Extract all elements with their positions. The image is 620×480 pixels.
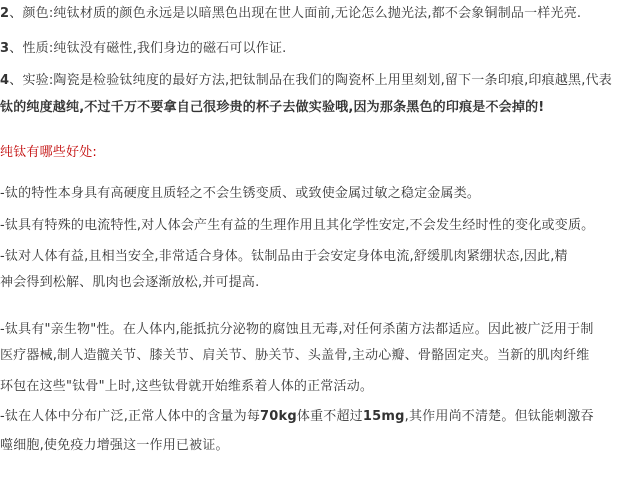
- benefit-item-line1: -钛具有"亲生物"性。在人体内,能抵抗分泌物的腐蚀且无毒,对任何杀菌方法都适应。因此被广泛用于制: [0, 322, 594, 337]
- benefit-item-line1: -钛对人体有益,且相当安全,非常适合身体。钛制品由于会安定身体电流,舒缓肌肉紧绷状态,因此,精: [0, 249, 568, 264]
- benefit-item-line2: 医疗器械,制人造髋关节、膝关节、肩关节、胁关节、头盖骨,主动心瓣、骨骼固定夹。当新的肌肉纤维: [0, 348, 590, 363]
- highlight-amount: 15mg: [362, 409, 405, 424]
- section-title: 纯钛有哪些好处:: [0, 145, 97, 160]
- paragraph-text: 、颜色:纯钛材质的颜色永远是以暗黑色出现在世人面前,无论怎么抛光法,都不会象铜制品一样光亮.: [9, 6, 582, 21]
- benefit-item: -钛的特性本身具有高硬度且质轻之不会生锈变质、或致使金属过敏之稳定金属类。: [0, 186, 481, 201]
- item-number: 4: [0, 73, 10, 88]
- benefit-item: -钛具有特殊的电流特性,对人体会产生有益的生理作用且其化学性安定,不会发生经时性的变化或变质。: [0, 218, 595, 233]
- paragraph-property: [0, 41, 287, 57]
- paragraph-experiment-line1: [0, 73, 612, 89]
- benefit-text: -钛在人体中分布广泛,正常人体中的含量为每: [0, 409, 261, 424]
- benefit-text: 体重不超过: [296, 409, 363, 424]
- item-number: 3: [0, 41, 10, 56]
- benefit-item-line3: 环包在这些"钛骨"上时,这些钛骨就开始维系着人体的正常活动。: [0, 379, 374, 394]
- item-number: 2: [0, 6, 10, 21]
- benefit-item-line1: [0, 409, 594, 425]
- highlight-weight: 70kg: [260, 409, 297, 424]
- paragraph-color: [0, 6, 581, 22]
- benefit-text: ,其作用尚不清楚。但钛能刺激吞: [404, 409, 594, 424]
- paragraph-text: 、实验:陶瓷是检验钛纯度的最好方法,把钛制品在我们的陶瓷杯上用里刻划,留下一条印痕,印痕越黑,代表: [9, 73, 612, 88]
- benefit-item-line2: 神会得到松解、肌肉也会逐渐放松,并可提高.: [0, 275, 260, 290]
- paragraph-text: 、性质:纯钛没有磁性,我们身边的磁石可以作证.: [9, 41, 287, 56]
- paragraph-experiment-line2: 钛的纯度越纯,不过千万不要拿自己很珍贵的杯子去做实验哦,因为那条黑色的印痕是不会掉的!: [0, 100, 545, 115]
- benefit-item-line2: 噬细胞,使免疫力增强这一作用已被证。: [0, 438, 229, 453]
